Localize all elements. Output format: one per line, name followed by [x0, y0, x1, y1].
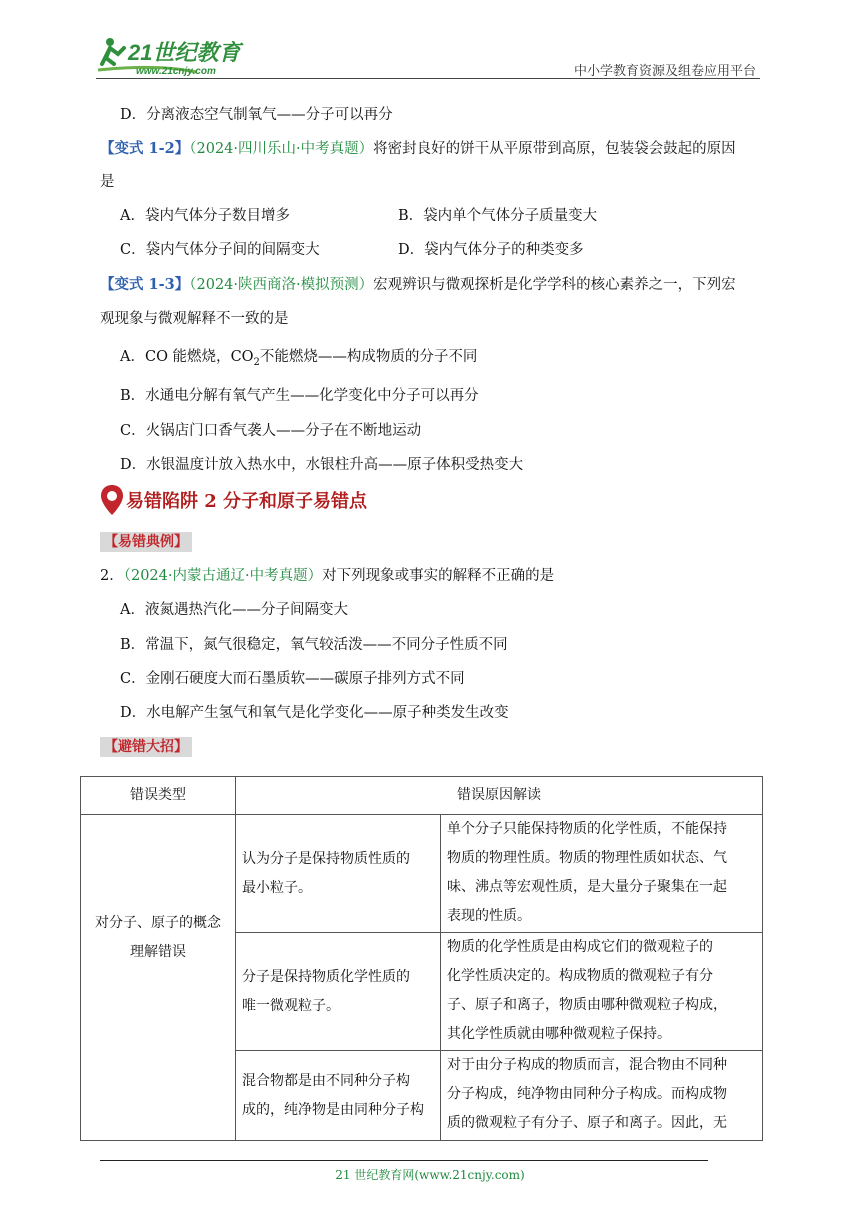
v13-option-c: C．火锅店门口香气袭人——分子在不断地运动	[120, 423, 422, 439]
platform-name: 中小学教育资源及组卷应用平台	[573, 64, 756, 79]
error-table	[80, 776, 763, 1141]
reason-cell: 对于由分子构成的物质而言，混合物由不同种 分子构成，纯净物由同种分子构成。而构成物 质的微观粒子有分子、原子和离子。因此，无	[441, 1051, 763, 1141]
mistake-cell: 分子是保持物质化学性质的 唯一微观粒子。	[236, 933, 441, 1051]
site-logo	[96, 34, 266, 78]
question-text: 对下列现象或事实的解释不正确的是	[322, 568, 555, 584]
question-source: （2024·四川乐山·中考真题）	[189, 141, 374, 157]
svg-text:21世纪教育: 21世纪教育	[128, 40, 241, 65]
category-cell: 对分子、原子的概念 理解错误	[81, 815, 236, 1141]
v12-option-a: A．袋内气体分子数目增多	[120, 208, 290, 224]
q2-option-b: B．常温下，氮气很稳定，氧气较活泼——不同分子性质不同	[120, 637, 508, 653]
q1-option-d: D．分离液态空气制氧气——分子可以再分	[120, 107, 393, 123]
example-tag: 【易错典例】	[100, 532, 192, 552]
question-source: （2024·内蒙古通辽·中考真题）	[123, 568, 323, 584]
header-cell-type: 错误类型	[81, 777, 236, 815]
reason-cell: 单个分子只能保持物质的化学性质，不能保持 物质的物理性质。物质的物理性质如状态、气 味、沸点等宏观性质，是大量分子聚集在一起 表现的性质。	[441, 815, 763, 933]
section-heading	[100, 484, 367, 518]
v12-option-d: D．袋内气体分子的种类变多	[398, 242, 584, 258]
mistake-cell: 混合物都是由不同种分子构 成的，纯净物是由同种分子构	[236, 1051, 441, 1141]
tips-tag: 【避错大招】	[100, 737, 192, 757]
section-title: 易错陷阱 2 分子和原子易错点	[126, 491, 368, 512]
header-divider	[96, 78, 760, 79]
runner-logo-icon	[96, 34, 266, 78]
variant-1-2-question-cont: 是	[100, 174, 115, 190]
v13-option-d: D．水银温度计放入热水中，水银柱升高——原子体积受热变大	[120, 457, 524, 473]
table-row	[81, 815, 763, 933]
question-source: （2024·陕西商洛·模拟预测）	[189, 277, 374, 293]
co2-formula: $CO_2$	[230, 349, 260, 368]
v12-option-b: B．袋内单个气体分子质量变大	[398, 208, 598, 224]
question-text: 将密封良好的饼干从平原带到高原，包装袋会鼓起的原因	[373, 141, 736, 157]
footer-text: 21 世纪教育网(www.21cnjy.com)	[335, 1168, 525, 1182]
v12-option-c: C．袋内气体分子间的间隔变大	[120, 242, 320, 258]
variant-tag: 【变式 1-2】	[100, 140, 190, 157]
q2-question: 2．（2024·内蒙古通辽·中考真题）对下列现象或事实的解释不正确的是	[100, 568, 555, 584]
variant-1-2-question	[100, 139, 736, 159]
question-text: 宏观辨识与微观探析是化学学科的核心素养之一，下列宏	[373, 277, 736, 293]
header-cell-reason: 错误原因解读	[236, 777, 763, 815]
footer-divider	[100, 1160, 708, 1161]
q2-option-d: D．水电解产生氢气和氧气是化学变化——原子种类发生改变	[120, 705, 509, 721]
v13-option-b: B．水通电分解有氧气产生——化学变化中分子可以再分	[120, 388, 479, 404]
variant-tag: 【变式 1-3】	[100, 276, 190, 293]
v13-option-a: A．CO 能燃烧，$CO_2$不能燃烧——构成物质的分子不同	[120, 349, 478, 368]
mistake-cell: 认为分子是保持物质性质的 最小粒子。	[236, 815, 441, 933]
q2-option-a: A．液氮遇热汽化——分子间隔变大	[120, 602, 348, 618]
q2-option-c: C．金刚石硬度大而石墨质软——碳原子排列方式不同	[120, 671, 465, 687]
variant-1-3-question-cont: 观现象与微观解释不一致的是	[100, 311, 289, 327]
location-pin-icon	[100, 484, 124, 516]
table-header-row	[81, 777, 763, 815]
variant-1-3-question	[100, 275, 736, 295]
reason-cell: 物质的化学性质是由构成它们的微观粒子的 化学性质决定的。构成物质的微观粒子有分 子、原子和离子，物质由哪种微观粒子构成， 其化学性质就由哪种微观粒子保持。	[441, 933, 763, 1051]
svg-text:www.21cnjy.com: www.21cnjy.com	[136, 66, 216, 77]
